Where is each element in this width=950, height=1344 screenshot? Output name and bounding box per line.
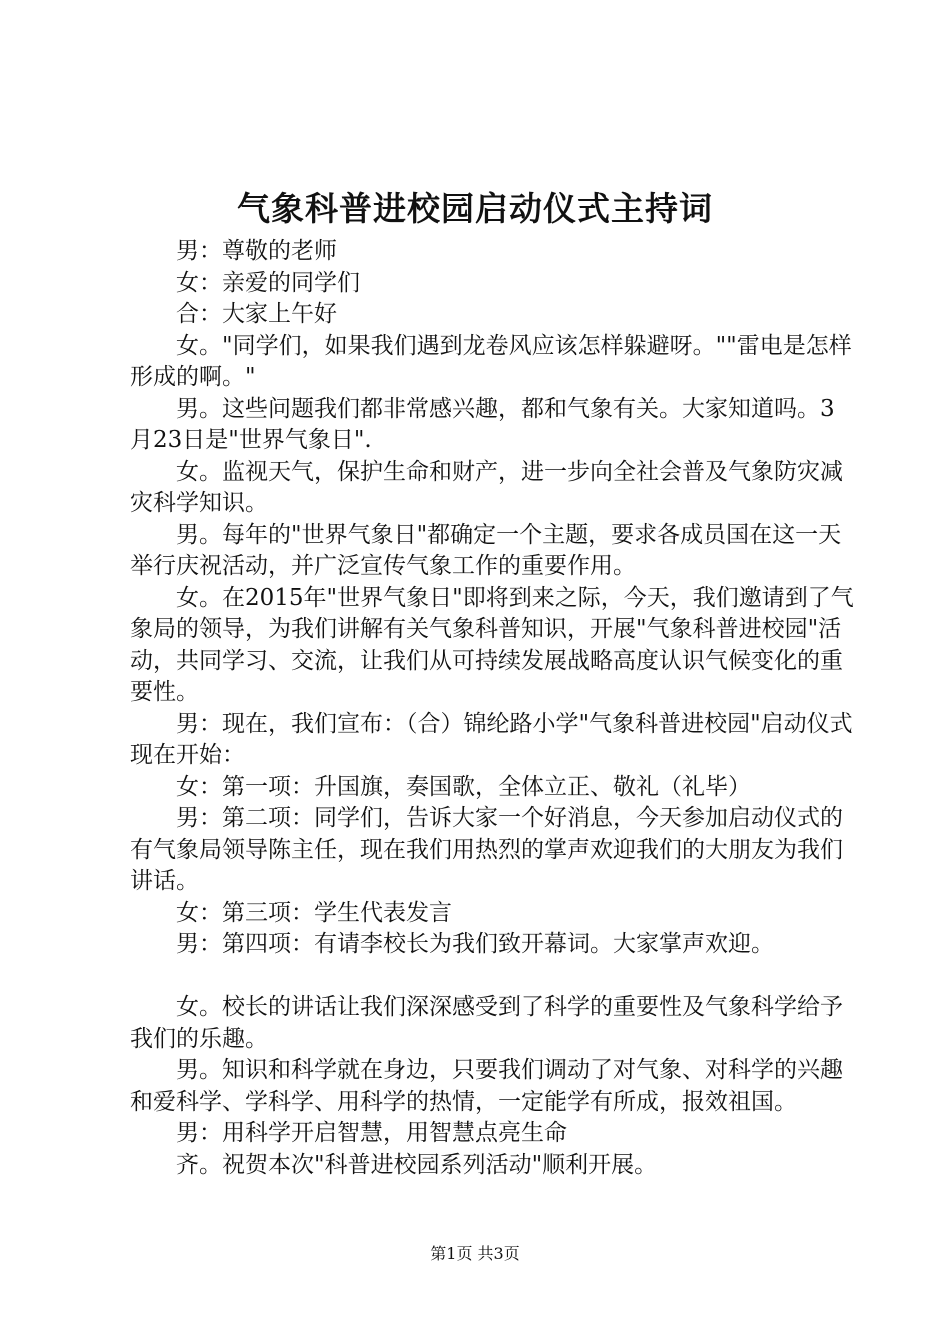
paragraph: 男。每年的"世界气象日"都确定一个主题，要求各成员国在这一天举行庆祝活动，并广泛宣传气象工作的重要作用。 (130, 521, 842, 579)
paragraph-spacer (130, 961, 855, 993)
paragraph: 男：尊敬的老师 (176, 238, 337, 264)
paragraph: 女：第一项：升国旗，奏国歌，全体立正、敬礼（礼毕） (176, 773, 751, 800)
page-footer: 第1页 共3页 (430, 1244, 520, 1263)
paragraph: 男：用科学开启智慧，用智慧点亮生命 (176, 1120, 567, 1146)
paragraph: 女。"同学们，如果我们遇到龙卷风应该怎样躲避呀。""雷电是怎样形成的啊。" (130, 332, 852, 390)
paragraph: 女：亲爱的同学们 (176, 269, 360, 296)
paragraph: 女：第三项：学生代表发言 (176, 899, 452, 926)
document-body (130, 236, 855, 1181)
paragraph: 女。在2015年"世界气象日"即将到来之际，今天，我们邀请到了气象局的领导，为我们讲解有关气象科普知识，开展"气象科普进校园"活动，共同学习、交流，让我们从可持续发展战略高度认识气候变化的重要性。 (130, 584, 854, 705)
paragraph: 男。知识和科学就在身边，只要我们调动了对气象、对科学的兴趣和爱科学、学科学、用科学的热情，一定能学有所成，报效祖国。 (130, 1057, 843, 1115)
paragraph: 男：现在，我们宣布：（合）锦纶路小学"气象科普进校园"启动仪式现在开始： (130, 710, 853, 768)
document-title: 气象科普进校园启动仪式主持词 (237, 189, 713, 228)
paragraph: 男：第二项：同学们，告诉大家一个好消息，今天参加启动仪式的有气象局领导陈主任，现在我们用热烈的掌声欢迎我们的大朋友为我们讲话。 (130, 805, 843, 894)
paragraph: 女。监视天气，保护生命和财产，进一步向全社会普及气象防灾减灾科学知识。 (130, 458, 843, 516)
paragraph: 男：第四项：有请李校长为我们致开幕词。大家掌声欢迎。 (176, 931, 774, 957)
paragraph: 女。校长的讲话让我们深深感受到了科学的重要性及气象科学给予我们的乐趣。 (130, 994, 843, 1052)
paragraph: 合：大家上午好 (176, 301, 337, 327)
paragraph: 齐。祝贺本次"科普进校园系列活动"顺利开展。 (176, 1151, 658, 1178)
paragraph: 男。这些问题我们都非常感兴趣，都和气象有关。大家知道吗。3月23日是"世界气象日". (130, 395, 835, 453)
